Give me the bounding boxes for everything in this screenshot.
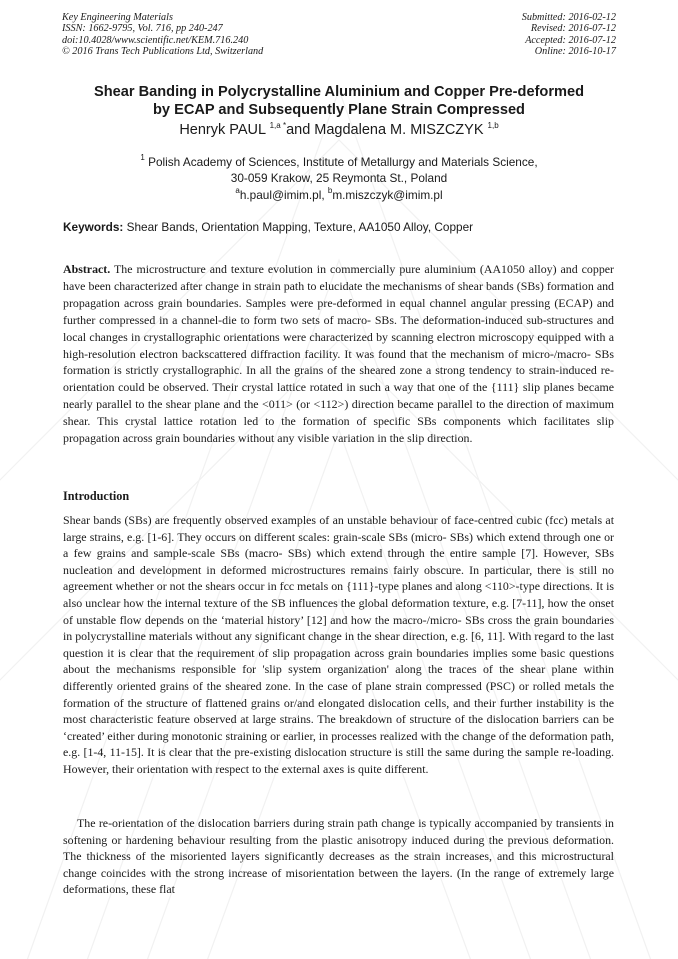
keywords-text: Shear Bands, Orientation Mapping, Texture, AA1050 Alloy, Copper bbox=[126, 220, 474, 234]
keywords bbox=[63, 220, 473, 234]
title-line-2: by ECAP and Subsequently Plane Strain Compressed bbox=[153, 102, 525, 118]
keywords-label: Keywords: bbox=[63, 220, 124, 234]
email-b-marker: b bbox=[327, 186, 333, 195]
introduction-paragraph-2: The re-orientation of the dislocation barriers during strain path change is typically accompanied by transients in softening or hardening behaviour resulting from the plastic anisotropy induced during the previous deformation. The thickness of the misoriented layers significantly decreases as the strain increases, and this microstructural change coincides with the strong increase of misorientation between the layers. (In the range of extremely large deformations, these flat bbox=[63, 816, 614, 897]
author-list bbox=[40, 121, 638, 138]
date-revised: Revised: 2016-07-12 bbox=[530, 23, 616, 35]
affiliation bbox=[40, 150, 638, 186]
author-1: Henryk PAUL bbox=[179, 122, 266, 138]
paper-title bbox=[40, 83, 638, 119]
date-submitted: Submitted: 2016-02-12 bbox=[521, 12, 616, 23]
journal-doi: doi:10.4028/www.scientific.net/KEM.716.240 bbox=[62, 34, 249, 46]
abstract bbox=[63, 261, 614, 447]
introduction-heading: Introduction bbox=[63, 489, 130, 503]
author-connector: and Magdalena M. MISZCZYK bbox=[286, 122, 484, 138]
journal-info bbox=[62, 12, 263, 57]
date-online: Online: 2016-10-17 bbox=[534, 45, 616, 57]
affiliation-line-1: Polish Academy of Sciences, Institute of Metallurgy and Materials Science, bbox=[148, 155, 538, 169]
author-emails bbox=[40, 186, 638, 202]
email-a-marker: a bbox=[235, 186, 240, 195]
affiliation-line-2: 30-059 Krakow, 25 Reymonta St., Poland bbox=[230, 170, 448, 185]
date-accepted: Accepted: 2016-07-12 bbox=[525, 34, 616, 46]
email-b[interactable]: m.miszczyk@imim.pl bbox=[332, 188, 443, 202]
journal-issn: ISSN: 1662-9795, Vol. 716, pp 240-247 bbox=[62, 23, 223, 35]
affiliation-marker: 1 bbox=[140, 153, 145, 162]
introduction-paragraph-1: Shear bands (SBs) are frequently observed examples of an unstable behaviour of face-centred cubic (fcc) metals at large strains, e.g. [1-6]. They occurs on different scales: grain-scale SBs (micro- SBs) which extend through one or a few grains and sample-scale SBs (macro- SBs) which extend through the entire sample [7]. However, SBs nucleation and development in deformed microstructures remains fairly obscure. In particular, there is still no agreement whether or not the shears occur in fcc metals on {111}-type planes and along <110>-type directions. It is also unclear how the internal texture of the SB influences the global deformation texture, e.g. [7-11], how the onset of unstable flow depends on the ‘material history’ [12] and how the macro-/micro- SBs cross the grain boundaries in polycrystalline materials without any significant change in the shear direction, e.g. [6, 11]. With regard to the last question it is clear that the requirement of slip propagation across grain boundaries implies some basic questions about the mechanisms responsible for 'slip system organization' along the traces of the shear plane within differently oriented grains of the sheared zone. In the case of plane strain compressed (PSC) or rolled metals the formation of the structure of flattened grains or/and elongated dislocation cells, and their further instability is the most characteristic feature observed at large strains. The breakdown of structure of the dislocation barriers can be ‘created’ either during monotonic straining or earlier, in processes realized with the change of the deformation path, e.g. [1-4, 11-15]. It is clear that the pre-existing dislocation structure is still the same during the sample re-loading. However, their orientation with respect to the external axes is quite different. bbox=[63, 513, 614, 776]
author-2-affiliation: 1,b bbox=[487, 121, 499, 130]
author-1-affiliation: 1,a * bbox=[269, 121, 287, 130]
abstract-text: The microstructure and texture evolution in commercially pure aluminium (AA1050 alloy) and copper have been characterized after change in strain path to elucidate the mechanisms of shear bands (SBs) formation and propagation across grain boundaries. Samples were pre-deformed in equal channel angular pressing (ECAP) and further compressed in a channel-die to form two sets of macro- SBs. The deformation-induced sub-structures and local changes in crystallographic orientations were characterized by scanning electron microscopy equipped with a high-resolution electron backscattered diffraction facility. It was found that the mechanism of micro-/macro- SBs formation is strictly crystallographic. In all the grains of the sheared zone a strong tendency to strain-induced re-orientation could be observed. Their crystal lattice rotated in such a way that one of the {111} slip planes became nearly parallel to the shear plane and the <011> (or <112>) direction became parallel to the direction of maximum shear. This crystal lattice rotation led to the formation of specific SBs components which facilitates slip propagation across grain boundaries without any visible variation in the slip direction. bbox=[63, 262, 614, 446]
abstract-label: Abstract. bbox=[63, 262, 111, 276]
journal-copyright: © 2016 Trans Tech Publications Ltd, Switzerland bbox=[62, 45, 264, 57]
title-line-1: Shear Banding in Polycrystalline Aluminium and Copper Pre-deformed bbox=[93, 84, 585, 100]
publication-dates bbox=[522, 12, 616, 57]
email-a[interactable]: h.paul@imim.pl, bbox=[239, 188, 325, 202]
journal-name: Key Engineering Materials bbox=[62, 12, 173, 23]
